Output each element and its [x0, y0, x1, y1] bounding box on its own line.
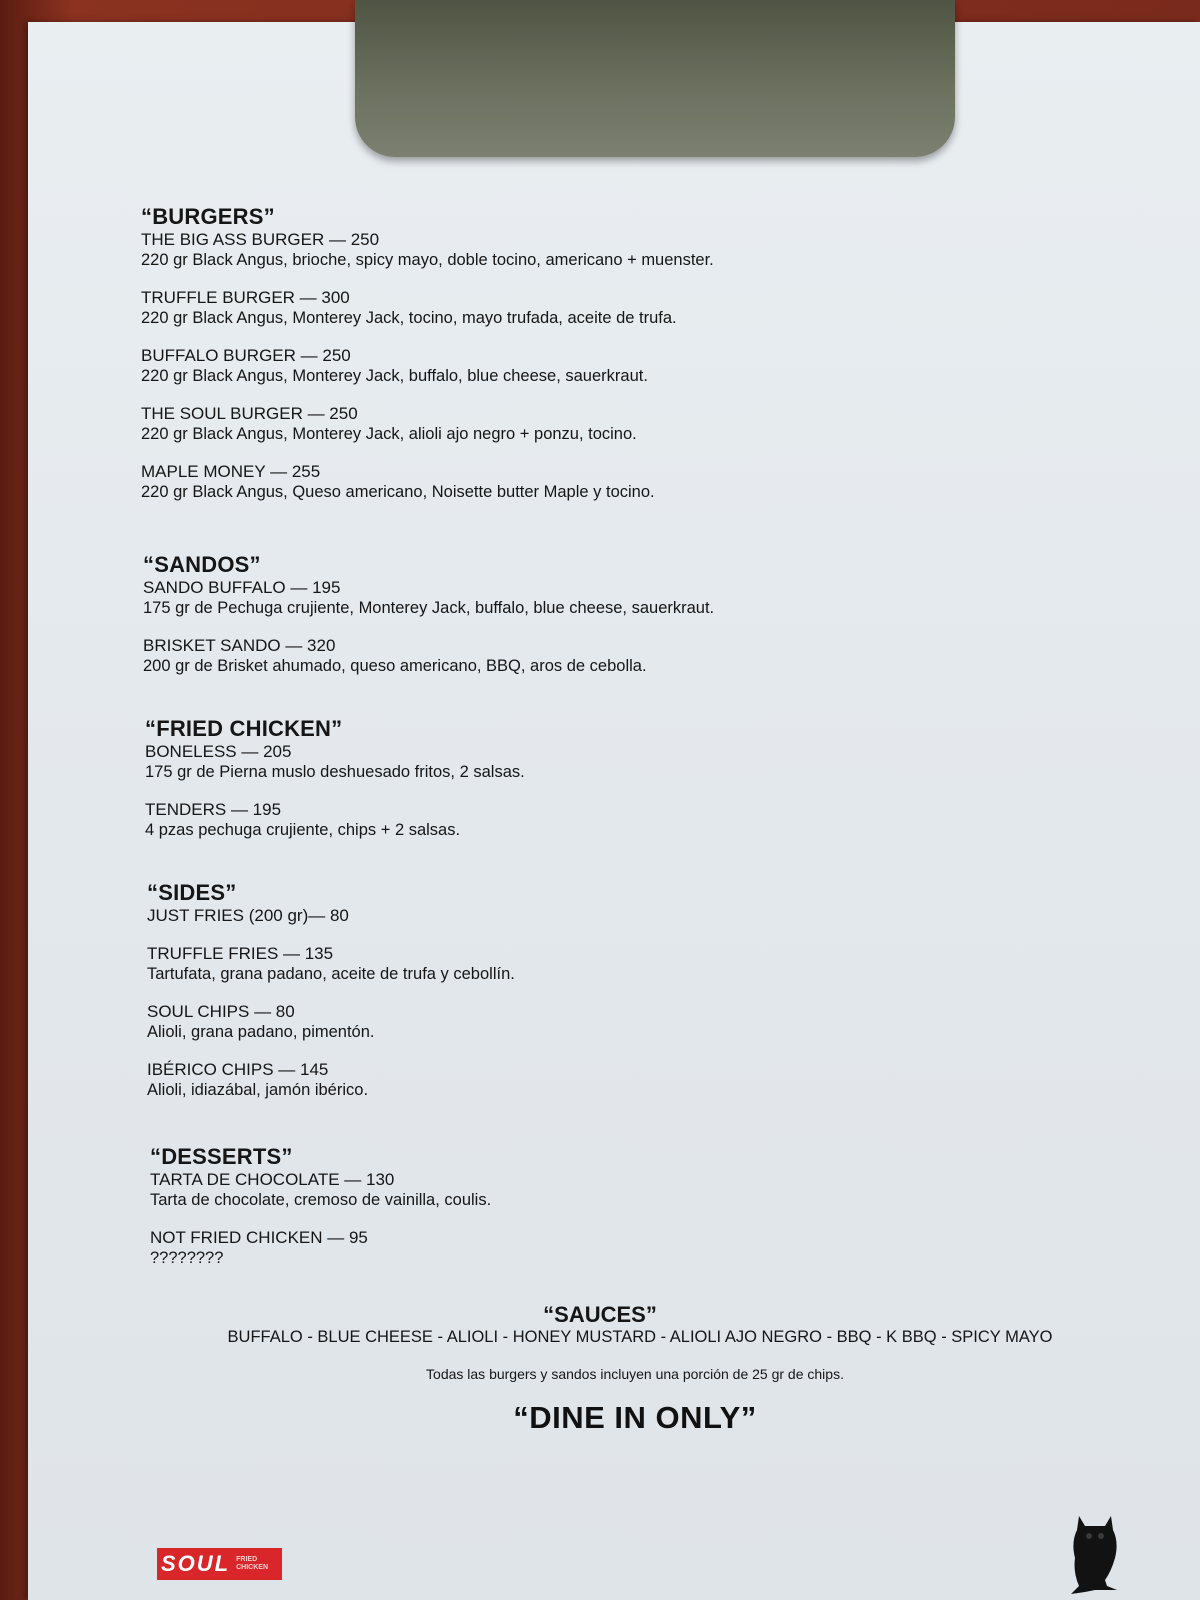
item-description: 175 gr de Pierna muslo deshuesado fritos, 2 salsas.	[145, 763, 525, 781]
menu-item	[145, 742, 525, 782]
menu-item	[141, 230, 714, 270]
item-description: 220 gr Black Angus, Monterey Jack, tocino, mayo trufada, aceite de trufa.	[141, 309, 677, 327]
owl-icon	[1065, 1512, 1125, 1594]
sauces-list: BUFFALO - BLUE CHEESE - ALIOLI - HONEY MUSTARD - ALIOLI AJO NEGRO - BBQ - K BBQ - SPICY MAYO	[227, 1328, 1053, 1346]
logo-sub-fried: FRIED	[236, 1556, 258, 1563]
section-desserts	[150, 1144, 491, 1286]
menu-item	[141, 462, 714, 502]
item-name: JUST FRIES (200 gr)— 80	[147, 906, 349, 925]
item-name: TRUFFLE BURGER — 300	[141, 288, 350, 307]
item-description: Alioli, idiazábal, jamón ibérico.	[147, 1081, 369, 1099]
item-description: 220 gr Black Angus, Monterey Jack, alioli ajo negro + ponzu, tocino.	[141, 425, 637, 443]
item-name: MAPLE MONEY — 255	[141, 462, 321, 481]
item-name: THE BIG ASS BURGER — 250	[141, 230, 380, 249]
menu-item	[147, 906, 515, 926]
dine-in-only: “DINE IN ONLY”	[513, 1400, 757, 1435]
section-title: “SIDES”	[147, 880, 237, 905]
item-name: THE SOUL BURGER — 250	[141, 404, 358, 423]
menu-item	[145, 800, 525, 840]
section-burgers	[141, 204, 714, 520]
item-description: Alioli, grana padano, pimentón.	[147, 1023, 375, 1041]
section-title: “SANDOS”	[143, 552, 261, 577]
item-description: 220 gr Black Angus, Queso americano, Noisette butter Maple y tocino.	[141, 483, 655, 501]
menu-item	[147, 944, 515, 984]
item-name: TRUFFLE FRIES — 135	[147, 944, 334, 963]
item-name: BUFFALO BURGER — 250	[141, 346, 351, 365]
item-name: TARTA DE CHOCOLATE — 130	[150, 1170, 395, 1189]
logo-text: SOUL	[161, 1551, 231, 1576]
item-name: NOT FRIED CHICKEN — 95	[150, 1228, 368, 1247]
logo-subtext	[236, 1556, 268, 1572]
section-title: “FRIED CHICKEN”	[145, 716, 343, 741]
item-description: 220 gr Black Angus, brioche, spicy mayo, doble tocino, americano + muenster.	[141, 251, 714, 269]
item-name: IBÉRICO CHIPS — 145	[147, 1060, 329, 1079]
item-name: SANDO BUFFALO — 195	[143, 578, 341, 597]
menu-item	[141, 404, 714, 444]
chips-note: Todas las burgers y sandos incluyen una porción de 25 gr de chips.	[426, 1366, 844, 1382]
item-name: BONELESS — 205	[145, 742, 292, 761]
section-title: “BURGERS”	[141, 204, 275, 229]
menu-item	[141, 288, 714, 328]
menu-item	[147, 1060, 515, 1100]
section-sides	[147, 880, 515, 1118]
clipboard-clip	[355, 0, 955, 157]
item-name: TENDERS — 195	[145, 800, 282, 819]
item-description: Tartufata, grana padano, aceite de trufa y cebollín.	[147, 965, 515, 983]
item-description: 4 pzas pechuga crujiente, chips + 2 salsas.	[145, 821, 461, 839]
item-name: BRISKET SANDO — 320	[143, 636, 336, 655]
logo-sub-chicken: CHICKEN	[236, 1564, 269, 1571]
menu-item	[150, 1228, 491, 1268]
section-title: “DESSERTS”	[150, 1144, 293, 1169]
item-name: SOUL CHIPS — 80	[147, 1002, 295, 1021]
menu-item	[143, 578, 714, 618]
item-description: Tarta de chocolate, cremoso de vainilla, coulis.	[150, 1191, 492, 1209]
item-description: 175 gr de Pechuga crujiente, Monterey Jack, buffalo, blue cheese, sauerkraut.	[143, 599, 715, 617]
item-description: 200 gr de Brisket ahumado, queso americano, BBQ, aros de cebolla.	[143, 657, 647, 675]
menu-item	[143, 636, 714, 676]
sauces-title: “SAUCES”	[543, 1302, 657, 1327]
section-fried-chicken	[145, 716, 525, 858]
menu-item	[141, 346, 714, 386]
menu-item	[147, 1002, 515, 1042]
menu-item	[150, 1170, 491, 1210]
soul-fried-chicken-logo	[157, 1548, 282, 1580]
item-description: 220 gr Black Angus, Monterey Jack, buffalo, blue cheese, sauerkraut.	[141, 367, 648, 385]
item-description: ????????	[150, 1249, 224, 1267]
section-sandos	[143, 552, 714, 694]
